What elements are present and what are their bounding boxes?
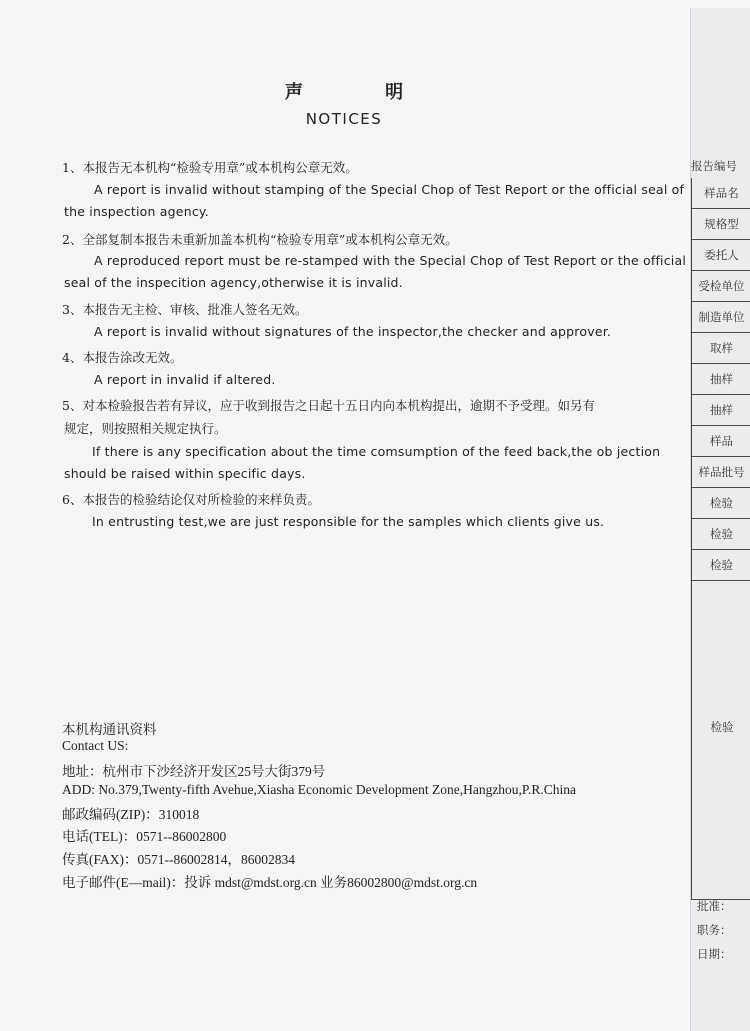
position-label: 职务： bbox=[697, 923, 732, 937]
report-field-label: 制造单位 bbox=[691, 302, 750, 333]
notice-5-en-cont: should be raised within specific days. bbox=[64, 466, 306, 481]
notice-5-cn-cont: 规定，则按照相关规定执行。 bbox=[64, 421, 227, 436]
contact-us-label: Contact US: bbox=[62, 738, 129, 753]
notice-5-en: If there is any specification about the time comsumption of the feed back,the ob jection bbox=[92, 444, 661, 459]
report-field-label: 委托人 bbox=[691, 240, 750, 271]
contact-zip: 邮政编码(ZIP)：310018 bbox=[62, 807, 200, 822]
adjacent-report-page bbox=[690, 8, 750, 1031]
report-field-label: 抽样 bbox=[691, 395, 750, 426]
notice-4-cn: 4、本报告涂改无效。 bbox=[62, 350, 183, 365]
notice-1-en-cont: the inspection agency. bbox=[64, 204, 209, 219]
contact-heading: 本机构通讯资料 bbox=[62, 722, 157, 737]
notice-2-cn: 2、全部复制本报告未重新加盖本机构“检验专用章”或本机构公章无效。 bbox=[62, 232, 458, 247]
notice-3-en: A report is invalid without signatures of the inspector,the checker and approver. bbox=[94, 324, 612, 339]
report-number-label: 报告编号 bbox=[691, 159, 737, 173]
notice-6-en: In entrusting test,we are just responsible for the samples which clients give us. bbox=[92, 514, 605, 529]
title-en: NOTICES bbox=[305, 110, 383, 128]
contact-email: 电子邮件(E—mail)：投诉 mdst@mdst.org.cn 业务86002800@mdst.org.cn bbox=[62, 875, 478, 890]
notice-2-en: A reproduced report must be re-stamped with the Special Chop of Test Report or the official bbox=[94, 253, 687, 268]
report-field-label: 检验 bbox=[691, 488, 750, 519]
report-field-label: 检验 bbox=[691, 519, 750, 550]
report-result-cell bbox=[691, 574, 750, 900]
notice-4-en: A report in invalid if altered. bbox=[94, 372, 276, 387]
date-label: 日期： bbox=[697, 947, 732, 961]
contact-address-cn: 地址：杭州市下沙经济开发区25号大街379号 bbox=[62, 764, 326, 779]
contact-fax: 传真(FAX)：0571--86002814，86002834 bbox=[62, 852, 295, 867]
title-cn: 声 明 bbox=[284, 82, 442, 103]
report-field-label: 取样 bbox=[691, 333, 750, 364]
notice-1-en: A report is invalid without stamping of the Special Chop of Test Report or the official seal of bbox=[94, 182, 685, 197]
report-field-label: 样品 bbox=[691, 426, 750, 457]
report-field-label: 受检单位 bbox=[691, 271, 750, 302]
notice-1-cn: 1、本报告无本机构“检验专用章”或本机构公章无效。 bbox=[62, 160, 358, 175]
report-field-label: 规格型 bbox=[691, 209, 750, 240]
notice-5-cn: 5、对本检验报告若有异议，应于收到报告之日起十五日内向本机构提出，逾期不予受理。如另有 bbox=[62, 398, 595, 413]
report-result-label: 检验 bbox=[710, 720, 734, 734]
notice-2-en-cont: seal of the inspecition agency,otherwise it is invalid. bbox=[64, 275, 403, 290]
contact-tel: 电话(TEL)：0571--86002800 bbox=[62, 829, 227, 844]
notice-3-cn: 3、本报告无主检、审核、批准人签名无效。 bbox=[62, 302, 308, 317]
report-field-label: 检验 bbox=[691, 550, 750, 581]
report-field-label: 样品名 bbox=[691, 178, 750, 209]
contact-address-en: ADD: No.379,Twenty-fifth Avehue,Xiasha Economic Development Zone,Hangzhou,P.R.China bbox=[62, 782, 576, 797]
report-field-label: 抽样 bbox=[691, 364, 750, 395]
approval-label: 批准： bbox=[697, 899, 732, 913]
report-field-table bbox=[691, 178, 750, 581]
notice-6-cn: 6、本报告的检验结论仅对所检验的来样负责。 bbox=[62, 492, 320, 507]
report-field-label: 样品批号 bbox=[691, 457, 750, 488]
